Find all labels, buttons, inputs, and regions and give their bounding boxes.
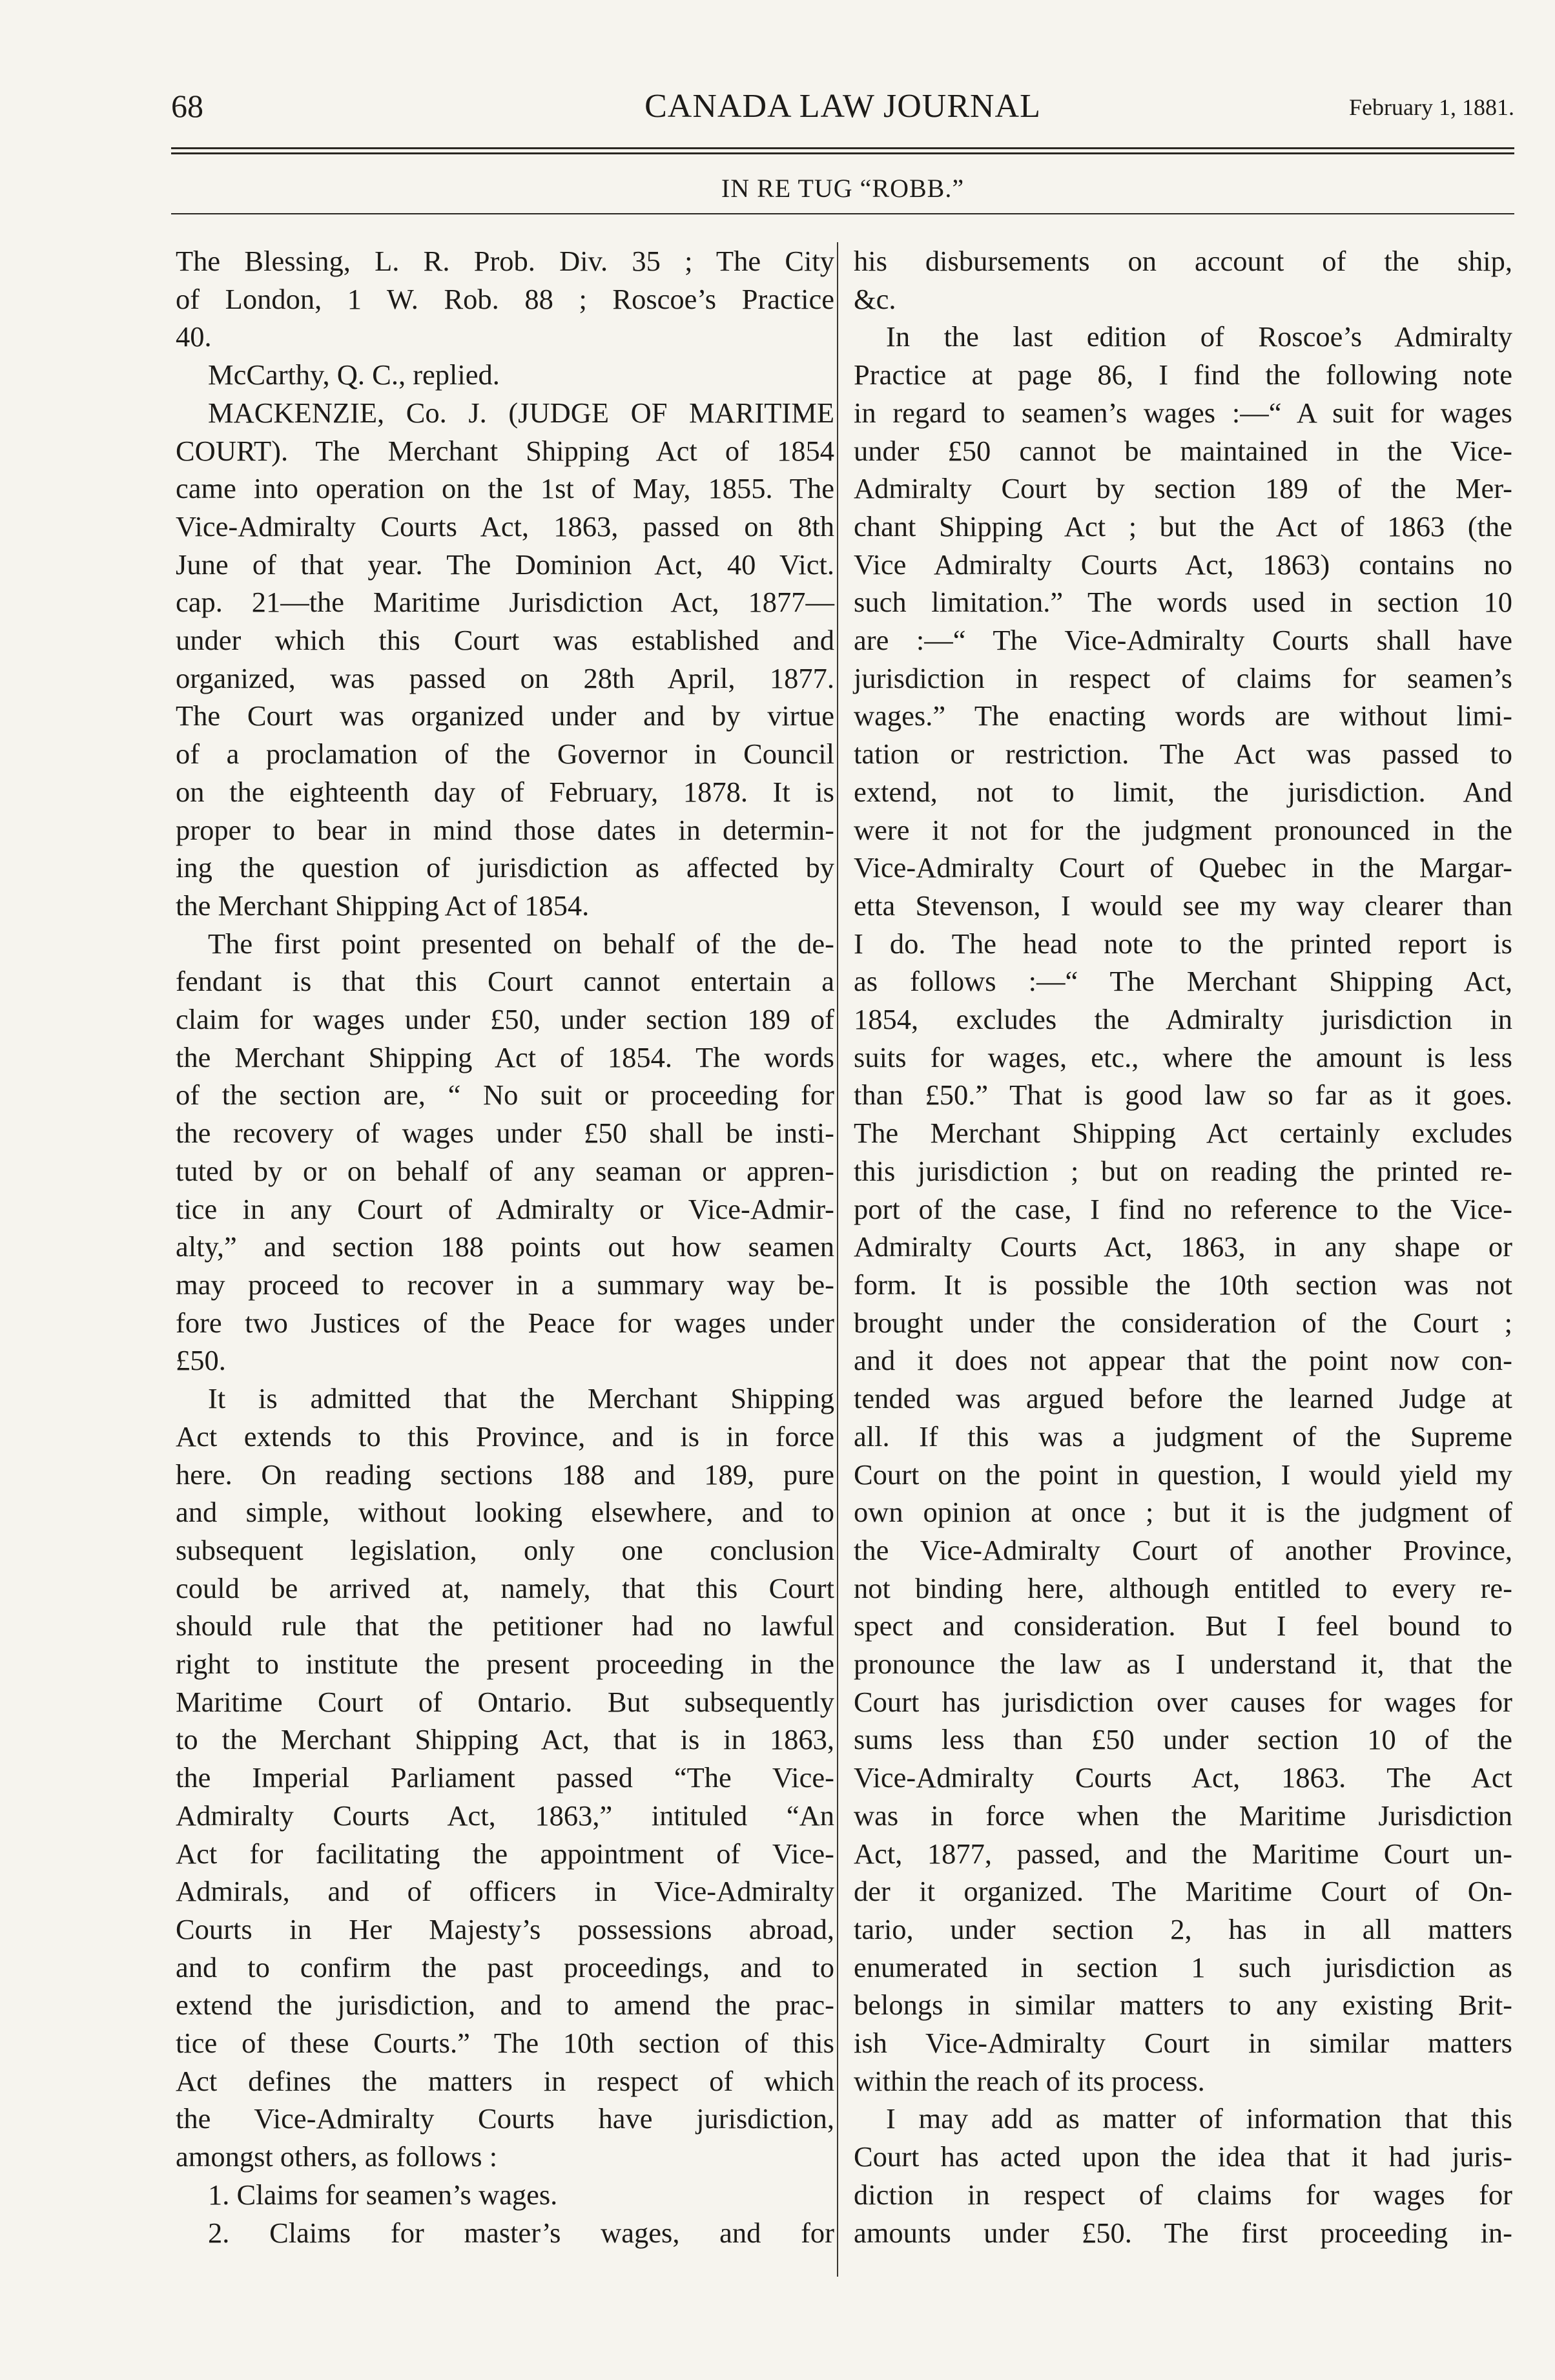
text-line: as follows :—“ The Merchant Shipping Act, xyxy=(854,965,1512,998)
issue-date: February 1, 1881. xyxy=(1349,94,1514,120)
text-line: Admirals, and of officers in Vice-Admiralty xyxy=(176,1875,834,1908)
text-line: Courts in Her Majesty’s possessions abroad, xyxy=(176,1912,834,1945)
text-line: The Court was organized under and by virtue xyxy=(176,699,834,732)
text-line: diction in respect of claims for wages for xyxy=(854,2178,1512,2211)
text-line: all. If this was a judgment of the Supreme xyxy=(854,1420,1512,1453)
text-line: Vice Admiralty Courts Act, 1863) contains no xyxy=(854,548,1512,581)
text-line: port of the case, I find no reference to the Vice- xyxy=(854,1192,1512,1225)
text-line: Vice-Admiralty Courts Act, 1863. The Act xyxy=(854,1761,1512,1794)
text-line: of London, 1 W. Rob. 88 ; Roscoe’s Practice xyxy=(176,282,834,315)
text-line: £50. xyxy=(176,1344,226,1377)
text-line: alty,” and section 188 points out how seamen xyxy=(176,1230,834,1263)
text-line: the Merchant Shipping Act of 1854. The words xyxy=(176,1040,834,1073)
text-line: not binding here, although entitled to every re- xyxy=(854,1571,1512,1604)
text-line: fore two Justices of the Peace for wages under xyxy=(176,1306,834,1339)
text-line: right to institute the present proceeding in the xyxy=(176,1648,834,1681)
text-line: enumerated in section 1 such jurisdiction as xyxy=(854,1951,1512,1983)
text-line: Practice at page 86, I find the following note xyxy=(854,358,1512,391)
text-line: belongs in similar matters to any existing Brit- xyxy=(854,1989,1512,2022)
text-line: tended was argued before the learned Judge at xyxy=(854,1382,1512,1415)
text-line: wages.” The enacting words are without limi- xyxy=(854,699,1512,732)
text-line: the Imperial Parliament passed “The Vice- xyxy=(176,1761,834,1794)
text-line: The Merchant Shipping Act certainly excludes xyxy=(854,1117,1512,1150)
text-line: than £50.” That is good law so far as it goes. xyxy=(854,1079,1512,1112)
text-line: The first point presented on behalf of the de- xyxy=(208,927,834,960)
text-line: may proceed to recover in a summary way be- xyxy=(176,1268,834,1301)
text-line: der it organized. The Maritime Court of On- xyxy=(854,1875,1512,1908)
text-line: tuted by or on behalf of any seaman or appren- xyxy=(176,1154,834,1187)
text-line: should rule that the petitioner had no lawful xyxy=(176,1609,834,1642)
text-line: Vice-Admiralty Courts Act, 1863, passed on 8th xyxy=(176,510,834,543)
text-line: spect and consideration. But I feel bound to xyxy=(854,1609,1512,1642)
text-line: ish Vice-Admiralty Court in similar matters xyxy=(854,2027,1512,2060)
case-title: IN RE TUG “ROBB.” xyxy=(721,174,965,203)
page-number: 68 xyxy=(171,88,203,124)
text-line: COURT). The Merchant Shipping Act of 1854 xyxy=(176,434,834,467)
text-line: this jurisdiction ; but on reading the printed re- xyxy=(854,1154,1512,1187)
text-line: &c. xyxy=(854,282,896,315)
text-line: own opinion at once ; but it is the judgment of xyxy=(854,1496,1512,1529)
text-line: in regard to seamen’s wages :—“ A suit for wages xyxy=(854,396,1512,429)
text-line: the Merchant Shipping Act of 1854. xyxy=(176,889,590,922)
text-line: Admiralty Court by section 189 of the Mer- xyxy=(854,472,1512,505)
text-line: etta Stevenson, I would see my way clearer than xyxy=(854,889,1512,922)
text-line: and simple, without looking elsewhere, and to xyxy=(176,1496,834,1529)
text-line: Court has acted upon the idea that it had juris- xyxy=(854,2140,1512,2173)
text-line: Admiralty Courts Act, 1863, in any shape or xyxy=(854,1230,1512,1263)
text-line: tario, under section 2, has in all matters xyxy=(854,1912,1512,1945)
text-line: amounts under £50. The first proceeding in- xyxy=(854,2216,1512,2249)
text-line: under which this Court was established and xyxy=(176,624,834,657)
text-line: of a proclamation of the Governor in Council xyxy=(176,738,834,771)
text-line: suits for wages, etc., where the amount is less xyxy=(854,1040,1512,1073)
text-line: here. On reading sections 188 and 189, pure xyxy=(176,1458,834,1491)
text-line: The Blessing, L. R. Prob. Div. 35 ; The City xyxy=(176,245,834,277)
text-line: amongst others, as follows : xyxy=(176,2140,498,2173)
text-line: Act extends to this Province, and is in force xyxy=(176,1420,834,1453)
text-line: claim for wages under £50, under section 189 of xyxy=(176,1003,834,1036)
text-line: Admiralty Courts Act, 1863,” intituled “An xyxy=(176,1799,834,1832)
running-header xyxy=(171,87,1514,139)
text-line: and to confirm the past proceedings, and to xyxy=(176,1951,834,1983)
text-line: the Vice-Admiralty Courts have jurisdiction, xyxy=(176,2102,834,2135)
text-line: tice in any Court of Admiralty or Vice-Admir- xyxy=(176,1192,834,1225)
text-line: cap. 21—the Maritime Jurisdiction Act, 1877— xyxy=(176,586,834,619)
text-line: In the last edition of Roscoe’s Admiralty xyxy=(886,320,1512,353)
text-line: the recovery of wages under £50 shall be insti- xyxy=(176,1117,834,1150)
text-line: could be arrived at, namely, that this Court xyxy=(176,1571,834,1604)
text-line: extend the jurisdiction, and to amend the prac- xyxy=(176,1989,834,2022)
text-line: Maritime Court of Ontario. But subsequently xyxy=(176,1685,834,1718)
text-line: Court on the point in question, I would yield my xyxy=(854,1458,1512,1491)
right-column xyxy=(854,242,1512,2251)
text-line: jurisdiction in respect of claims for seamen’s xyxy=(854,661,1512,694)
text-line: organized, was passed on 28th April, 1877. xyxy=(176,661,834,694)
text-line: on the eighteenth day of February, 1878. It is xyxy=(176,775,834,808)
text-line: his disbursements on account of the ship, xyxy=(854,245,1512,277)
text-line: was in force when the Maritime Jurisdiction xyxy=(854,1799,1512,1832)
text-line: brought under the consideration of the Court ; xyxy=(854,1306,1512,1339)
text-line: sums less than £50 under section 10 of the xyxy=(854,1723,1512,1756)
text-line: 2. Claims for master’s wages, and for xyxy=(208,2216,834,2249)
text-line: 1854, excludes the Admiralty jurisdiction in xyxy=(854,1003,1512,1036)
text-line: are :—“ The Vice-Admiralty Courts shall have xyxy=(854,624,1512,657)
text-line: such limitation.” The words used in section 10 xyxy=(854,586,1512,619)
text-line: 40. xyxy=(176,320,212,353)
text-line: McCarthy, Q. C., replied. xyxy=(208,358,500,391)
text-line: June of that year. The Dominion Act, 40 Vict. xyxy=(176,548,834,581)
text-line: Act for facilitating the appointment of Vice- xyxy=(176,1837,834,1870)
header-rule-bottom xyxy=(171,152,1514,154)
text-line: I may add as matter of information that this xyxy=(886,2102,1512,2135)
text-line: under £50 cannot be maintained in the Vice- xyxy=(854,434,1512,467)
text-line: chant Shipping Act ; but the Act of 1863 (the xyxy=(854,510,1512,543)
text-line: of the section are, “ No suit or proceeding for xyxy=(176,1079,834,1112)
text-line: Court has jurisdiction over causes for wages for xyxy=(854,1685,1512,1718)
left-column xyxy=(176,242,834,2251)
text-line: proper to bear in mind those dates in determin- xyxy=(176,813,834,846)
text-line: and it does not appear that the point now con- xyxy=(854,1344,1512,1377)
column-divider xyxy=(837,242,838,2277)
text-line: I do. The head note to the printed report is xyxy=(854,927,1512,960)
journal-title: CANADA LAW JOURNAL xyxy=(644,88,1041,125)
text-line: pronounce the law as I understand it, that the xyxy=(854,1648,1512,1681)
text-line: MACKENZIE, Co. J. (JUDGE OF MARITIME xyxy=(208,396,834,429)
case-title-rule xyxy=(171,213,1514,214)
text-line: were it not for the judgment pronounced in the xyxy=(854,813,1512,846)
text-line: Act, 1877, passed, and the Maritime Court un- xyxy=(854,1837,1512,1870)
text-line: within the reach of its process. xyxy=(854,2064,1205,2097)
text-line: It is admitted that the Merchant Shipping xyxy=(208,1382,834,1415)
text-line: to the Merchant Shipping Act, that is in 1863, xyxy=(176,1723,834,1756)
text-line: form. It is possible the 10th section was not xyxy=(854,1268,1512,1301)
text-line: the Vice-Admiralty Court of another Province, xyxy=(854,1533,1512,1566)
text-line: Act defines the matters in respect of which xyxy=(176,2064,834,2097)
text-line: subsequent legislation, only one conclusion xyxy=(176,1533,834,1566)
text-line: 1. Claims for seamen’s wages. xyxy=(208,2178,558,2211)
text-line: fendant is that this Court cannot entertain a xyxy=(176,965,834,998)
text-line: Vice-Admiralty Court of Quebec in the Margar- xyxy=(854,851,1512,884)
text-line: extend, not to limit, the jurisdiction. And xyxy=(854,775,1512,808)
text-line: tation or restriction. The Act was passed to xyxy=(854,738,1512,771)
text-line: came into operation on the 1st of May, 1855. The xyxy=(176,472,834,505)
text-line: ing the question of jurisdiction as affected by xyxy=(176,851,834,884)
header-rule-top xyxy=(171,147,1514,149)
text-line: tice of these Courts.” The 10th section of this xyxy=(176,2027,834,2060)
